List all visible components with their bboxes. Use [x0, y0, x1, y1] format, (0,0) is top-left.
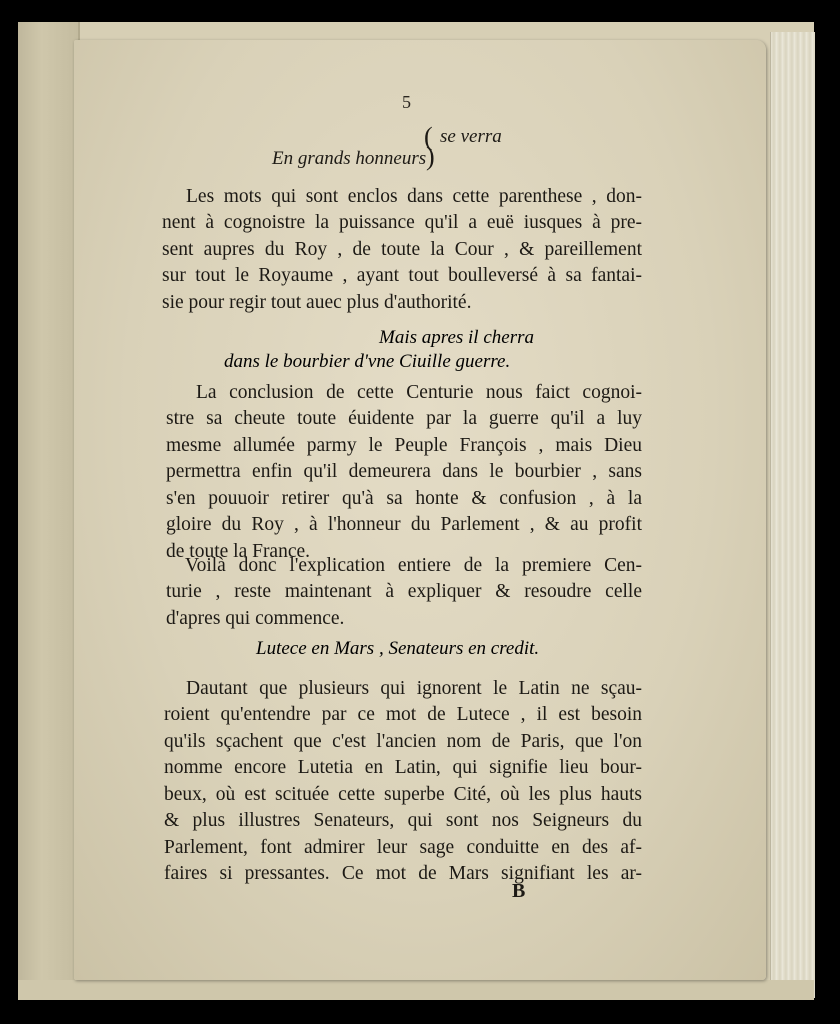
left-page-edge	[18, 22, 80, 1000]
verse-heading-1-line-b: En grands honneurs	[272, 148, 427, 169]
paragraph-3-line: turie , reste maintenant à expliquer & resoudre celle	[166, 581, 642, 602]
paragraph-3-first-line	[185, 553, 642, 580]
paragraph-2-line: s'en pouuoir retirer qu'à sa honte & confusion , à la	[166, 487, 642, 509]
verse-heading-2	[224, 326, 544, 374]
paragraph-2-first-line	[196, 380, 642, 407]
paragraph-4-line: & plus illustres Senateurs, qui sont nos Seigneurs du	[164, 810, 642, 831]
paragraph-1-line: sie pour regir tout auec plus d'authorité.	[162, 291, 472, 313]
paragraph-4-line: qu'ils sçachent que c'est l'ancien nom de Paris, que l'on	[164, 730, 642, 752]
verse-heading-1-line-a: se verra	[440, 126, 502, 147]
paragraph-1-first-line	[186, 184, 642, 211]
paragraph-4	[164, 702, 642, 888]
verse-heading-2-line-a: Mais apres il cherra	[379, 327, 534, 348]
paragraph-3	[166, 579, 642, 632]
paragraph-1-line: Les mots qui sont enclos dans cette parenthese , don-	[186, 186, 642, 207]
paragraph-4-line: Dautant que plusieurs qui ignorent le Latin ne sçau-	[186, 678, 642, 699]
paragraph-4-first-line	[186, 676, 642, 703]
signature-mark: B	[512, 880, 526, 902]
close-parenthesis-glyph: )	[426, 142, 435, 171]
paragraph-4-line: Parlement, font admirer leur sage conduitte en des af-	[164, 836, 642, 858]
paragraph-2-line: de toute la France.	[166, 540, 311, 562]
right-binding-board	[770, 32, 815, 998]
open-parenthesis-glyph: (	[424, 122, 433, 151]
paragraph-3-line: d'apres qui commence.	[166, 607, 345, 629]
paragraph-1-line: sur tout le Royaume , ayant tout boulleversé à sa fantai-	[162, 265, 642, 286]
paragraph-2-line: mesme allumée parmy le Peuple François , mais Dieu	[166, 434, 642, 456]
verse-heading-1	[272, 122, 532, 176]
verse-heading-2-line-b: dans le bourbier d'vne Ciuille guerre.	[224, 351, 511, 372]
paragraph-2-line: La conclusion de cette Centurie nous faict cognoi-	[196, 382, 642, 403]
paragraph-4-line: roient qu'entendre par ce mot de Lutece , il est besoin	[164, 704, 642, 725]
page-number: 5	[402, 92, 411, 112]
paragraph-3-line: Voilà donc l'explication entiere de la premiere Cen-	[185, 555, 642, 576]
paragraph-2-line: permettra enfin qu'il demeurera dans le bourbier , sans	[166, 461, 642, 482]
paragraph-4-line: nomme encore Lutetia en Latin, qui signifie lieu bour-	[164, 757, 642, 778]
paragraph-4-line: beux, où est scituée cette superbe Cité, où les plus hauts	[164, 783, 642, 805]
paragraph-1-line: nent à cognoistre la puissance qu'il a euë iusques à pre-	[162, 212, 642, 233]
paragraph-1	[162, 210, 642, 316]
paragraph-2-line: stre sa cheute toute éuidente par la guerre qu'il a luy	[166, 408, 642, 429]
bottom-binding-edge	[18, 980, 814, 1000]
verse-heading-3: Lutece en Mars , Senateurs en credit.	[256, 638, 540, 659]
paragraph-4-line: faires si pressantes. Ce mot de Mars signifiant les ar-	[164, 863, 642, 884]
paragraph-2	[166, 406, 642, 565]
paragraph-2-line: gloire du Roy , à l'honneur du Parlement , & au profit	[166, 514, 642, 535]
paragraph-1-line: sent aupres du Roy , de toute la Cour , & pareillement	[162, 238, 642, 260]
